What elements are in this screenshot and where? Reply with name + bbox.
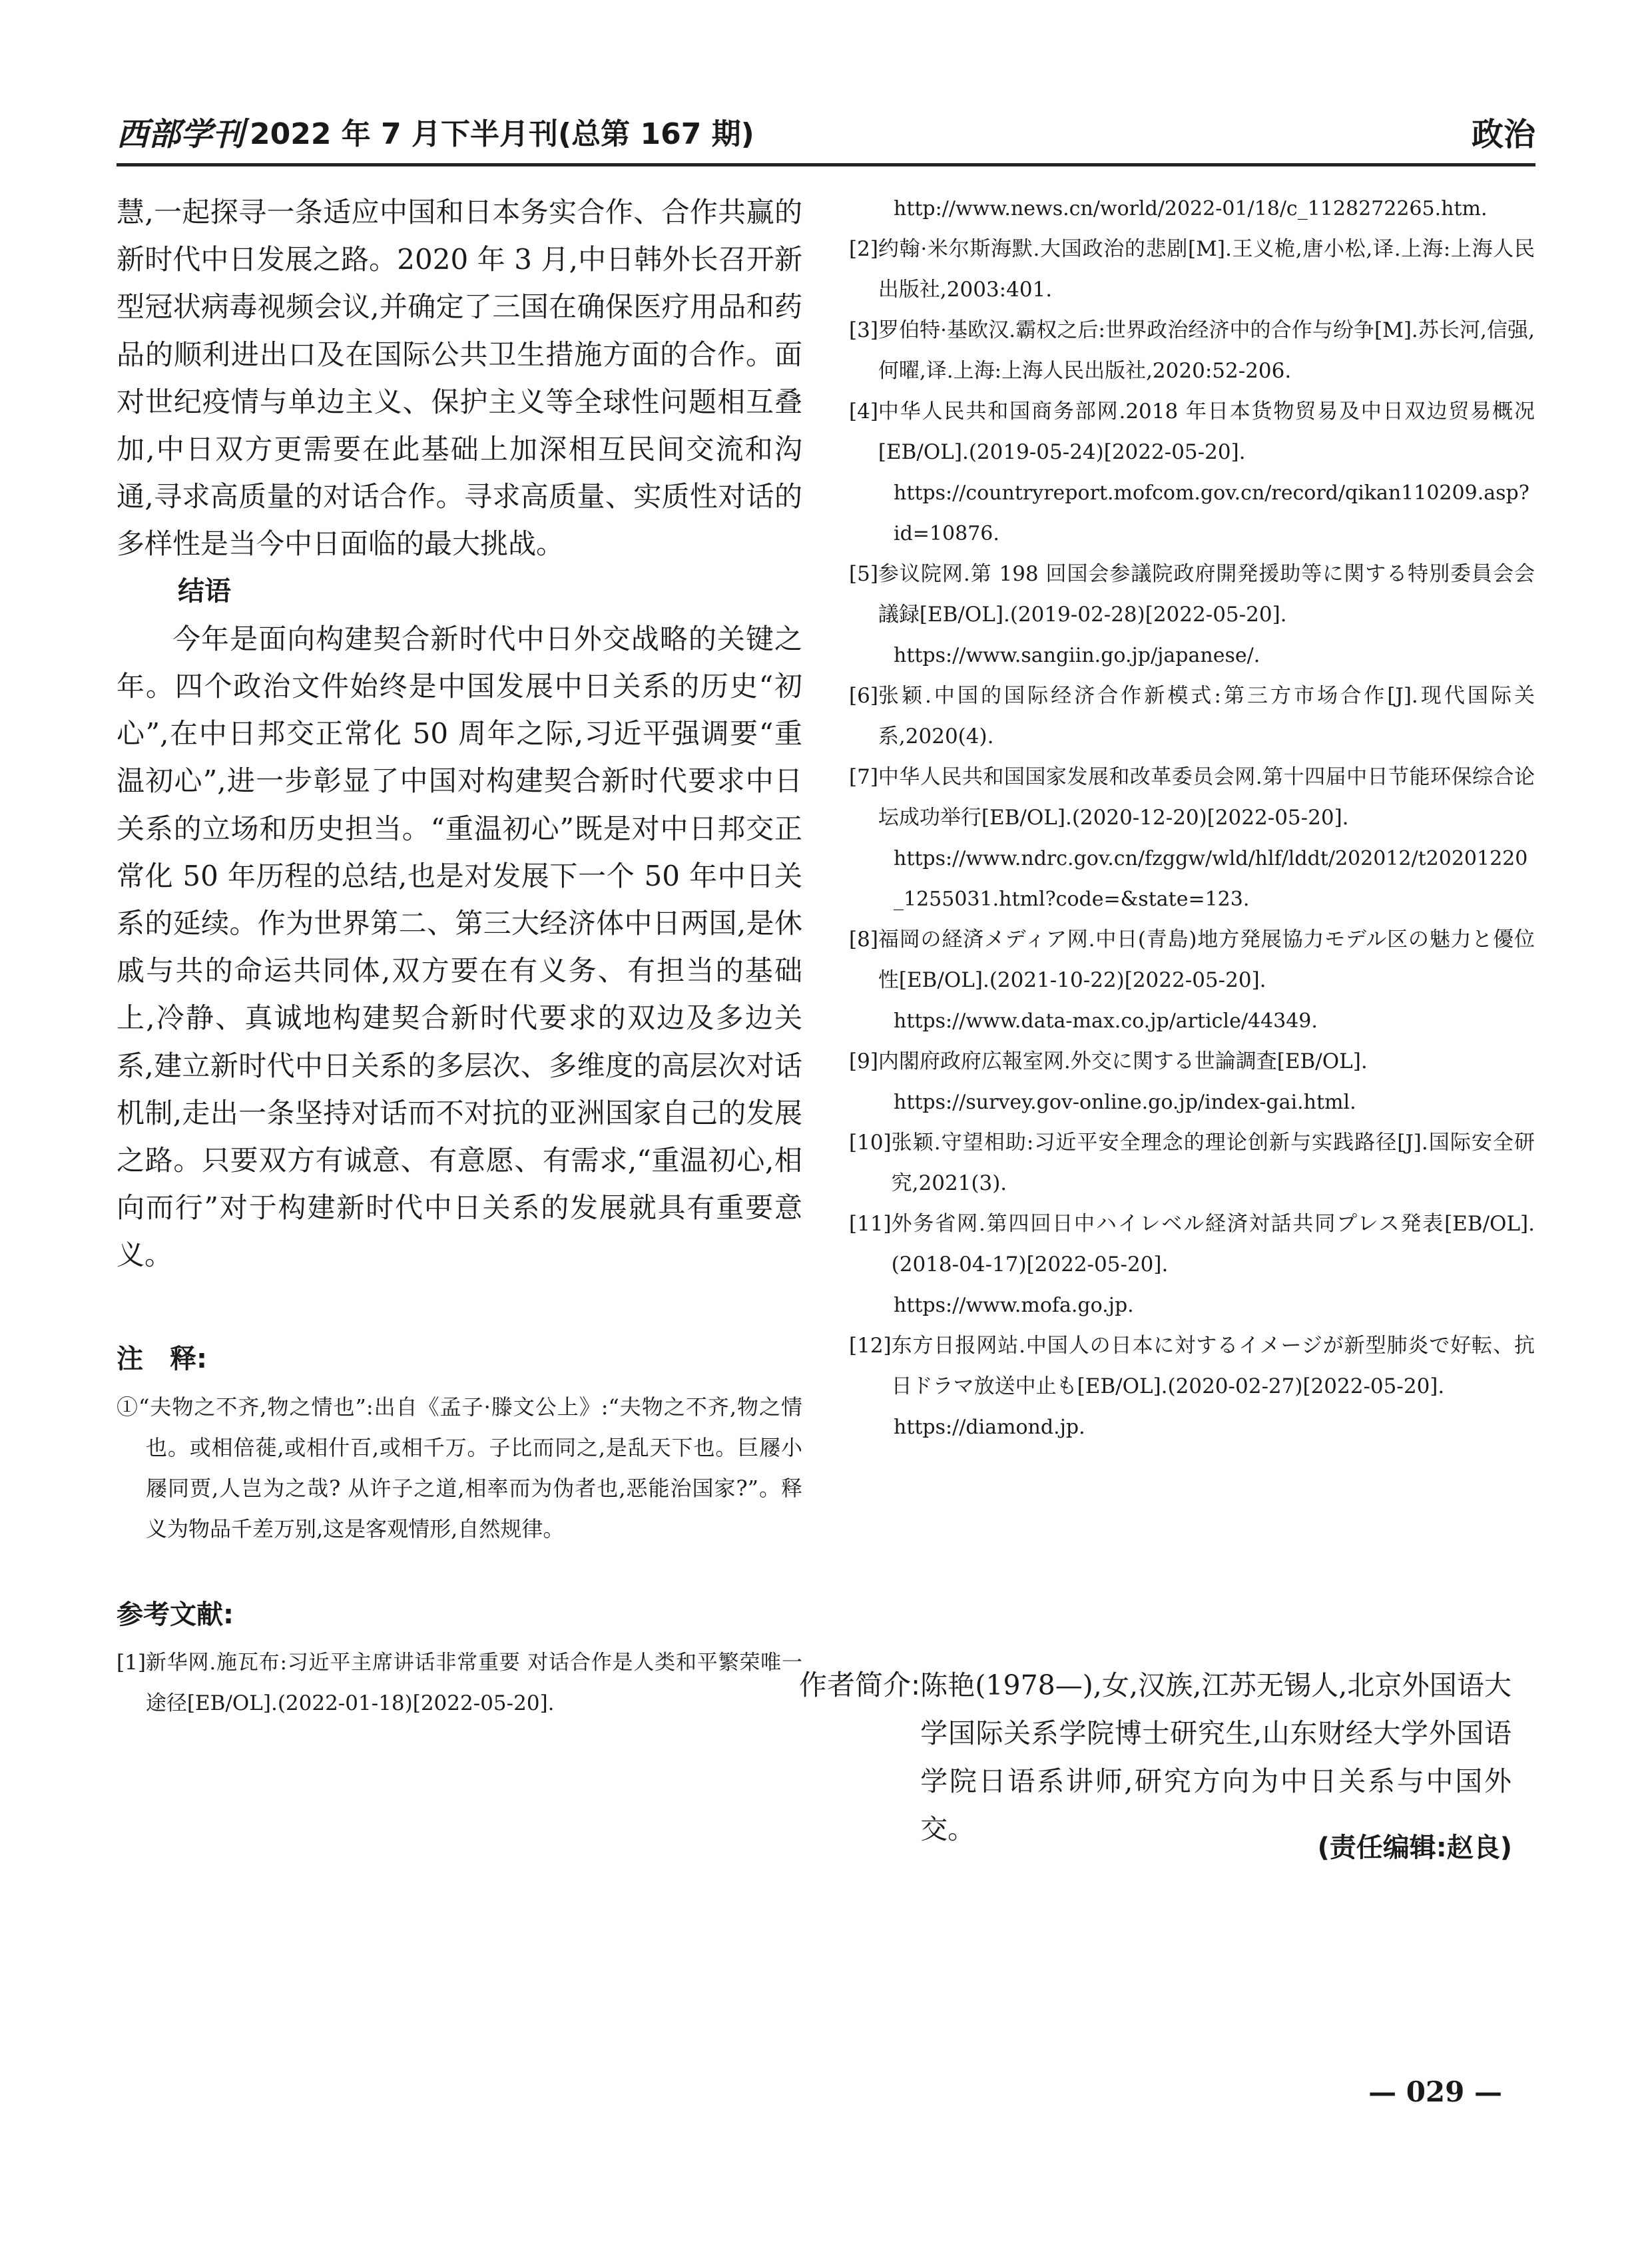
reference-text: 内閣府政府広報室网.外交に関する世論調査[EB/OL].	[878, 1049, 1368, 1073]
reference-number: [11]	[849, 1212, 892, 1236]
reference-number: [6]	[849, 684, 878, 708]
section-label: 政治	[1471, 116, 1535, 153]
reference-url: https://survey.gov-online.go.jp/index-gai.html.	[894, 1091, 1356, 1114]
reference-text: 约翰·米尔斯海默.大国政治的悲剧[M].王义桅,唐小松,译.上海:上海人民出版社,2003:401.	[878, 237, 1535, 302]
responsible-editor: (责任编辑:赵良)	[1317, 1832, 1512, 1863]
reference-number: [12]	[849, 1334, 892, 1358]
reference-item	[849, 310, 1535, 392]
reference-url: https://countryreport.mofcom.gov.cn/record/qikan110209.asp?id=10876.	[894, 481, 1529, 545]
reference-text: 张颖.守望相助:习近平安全理念的理论创新与实践路径[J].国际安全研究,2021(3).	[891, 1131, 1535, 1195]
reference-url: https://www.ndrc.gov.cn/fzggw/wld/hlf/lddt/202012/t20201220_1255031.html?code=&state=123.	[894, 847, 1528, 911]
left-column	[117, 188, 802, 1724]
reference-item	[849, 920, 1535, 1001]
reference-item	[849, 1123, 1535, 1204]
author-bio-label: 作者简介:	[799, 1669, 921, 1701]
running-header	[117, 115, 1535, 161]
reference-text: 外务省网.第四回日中ハイレベル経済対話共同プレス発表[EB/OL].(2018-04-17)[2022-05-20].	[891, 1212, 1535, 1276]
reference-item	[849, 676, 1535, 757]
reference-url: https://diamond.jp.	[894, 1416, 1085, 1439]
references-heading: 参考文献:	[117, 1599, 234, 1630]
reference-number: [7]	[849, 765, 878, 789]
author-bio-text: 陈艳(1978—),女,汉族,江苏无锡人,北京外国语大学国际关系学院博士研究生,山东财经大学外国语学院日语系讲师,研究方向为中日关系与中国外交。	[920, 1669, 1512, 1845]
reference-item	[849, 1041, 1535, 1082]
reference-item	[849, 1204, 1535, 1285]
reference-url: https://www.mofa.go.jp.	[894, 1294, 1134, 1317]
reference-url: http://www.news.cn/world/2022-01/18/c_1128272265.htm.	[894, 197, 1488, 220]
reference-text: 中华人民共和国国家发展和改革委员会网.第十四届中日节能环保综合论坛成功举行[EB/OL].(2020-12-20)[2022-05-20].	[878, 765, 1535, 830]
notes-heading: 注 释:	[117, 1343, 207, 1374]
right-column	[849, 188, 1535, 1448]
reference-number: [1]	[117, 1650, 146, 1675]
reference-text: 中华人民共和国商务部网.2018 年日本货物贸易及中日双边贸易概况[EB/OL].(2019-05-24)[2022-05-20].	[878, 400, 1535, 464]
reference-item	[849, 554, 1535, 635]
reference-number: [10]	[849, 1131, 892, 1155]
conclusion-heading: 结语	[178, 575, 231, 607]
reference-item	[849, 392, 1535, 473]
reference-number: [9]	[849, 1049, 878, 1073]
header-rule	[117, 163, 1535, 166]
journal-name: 西部学刊	[117, 116, 245, 153]
reference-number: [3]	[849, 318, 878, 342]
body-paragraph-1: 慧,一起探寻一条适应中国和日本务实合作、合作共赢的新时代中日发展之路。2020 年 3 月,中日韩外长召开新型冠状病毒视频会议,并确定了三国在确保医疗用品和药品的顺利进出口及在国际公共卫生措施方面的合作。面对世纪疫情与单边主义、保护主义等全球性问题相互叠加,中日双方更需要在此基础上加深相互民间交流和沟通,寻求高质量的对话合作。寻求高质量、实质性对话的多样性是当今中日面临的最大挑战。	[117, 196, 802, 561]
reference-text: 罗伯特·基欧汉.霸权之后:世界政治经济中的合作与纷争[M].苏长河,信强,何曜,译.上海:上海人民出版社,2020:52-206.	[878, 318, 1535, 383]
reference-text: 张颖.中国的国际经济合作新模式:第三方市场合作[J].现代国际关系,2020(4).	[878, 684, 1535, 748]
body-paragraph-2: 今年是面向构建契合新时代中日外交战略的关键之年。四个政治文件始终是中国发展中日关系的历史“初心”,在中日邦交正常化 50 周年之际,习近平强调要“重温初心”,进一步彰显了中国对构建契合新时代要求中日关系的立场和历史担当。“重温初心”既是对中日邦交正常化 50 年历程的总结,也是对发展下一个 50 年中日关系的延续。作为世界第二、第三大经济体中日两国,是休戚与共的命运共同体,双方要在有义务、有担当的基础上,冷静、真诚地构建契合新时代要求的双边及多边关系,建立新时代中日关系的多层次、多维度的高层次对话机制,走出一条坚持对话而不对抗的亚洲国家自己的发展之路。只要双方有诚意、有意愿、有需求,“重温初心,相向而行”对于构建新时代中日关系的发展就具有重要意义。	[117, 622, 802, 1272]
reference-number: [8]	[849, 928, 878, 952]
reference-text: 东方日报网站.中国人の日本に対するイメージが新型肺炎で好転、抗日ドラマ放送中止も[EB/OL].(2020-02-27)[2022-05-20].	[891, 1334, 1535, 1398]
page-number: — 029 —	[1368, 2076, 1502, 2108]
reference-number: [5]	[849, 562, 878, 586]
reference-text: 参议院网.第 198 回国会参議院政府開発援助等に関する特別委員会会議録[EB/OL].(2019-02-28)[2022-05-20].	[878, 562, 1535, 627]
author-bio	[799, 1661, 1512, 1853]
reference-text: 福岡の経済メディア网.中日(青島)地方発展協力モデル区の魅力と優位性[EB/OL].(2021-10-22)[2022-05-20].	[878, 928, 1535, 992]
reference-url: https://www.sangiin.go.jp/japanese/.	[894, 644, 1260, 667]
reference-number: [2]	[849, 237, 878, 261]
reference-item	[849, 229, 1535, 310]
note-item: ①“夫物之不齐,物之情也”:出自《孟子·滕文公上》:“夫物之不齐,物之情也。或相倍蓰,或相什百,或相千万。子比而同之,是乱天下也。巨屦小屦同贾,人岂为之哉? 从许子之道,相率而为伪者也,恶能治国家?”。释义为物品千差万别,这是客观情形,自然规律。	[117, 1394, 802, 1541]
reference-item	[849, 1326, 1535, 1407]
reference-item	[849, 757, 1535, 838]
reference-item	[117, 1643, 802, 1724]
reference-text: 新华网.施瓦布:习近平主席讲话非常重要 对话合作是人类和平繁荣唯一途径[EB/OL].(2022-01-18)[2022-05-20].	[145, 1650, 802, 1715]
issue-info: 2022 年 7 月下半月刊(总第 167 期)	[250, 117, 754, 151]
reference-number: [4]	[849, 400, 878, 423]
reference-url: https://www.data-max.co.jp/article/44349.	[894, 1009, 1318, 1033]
